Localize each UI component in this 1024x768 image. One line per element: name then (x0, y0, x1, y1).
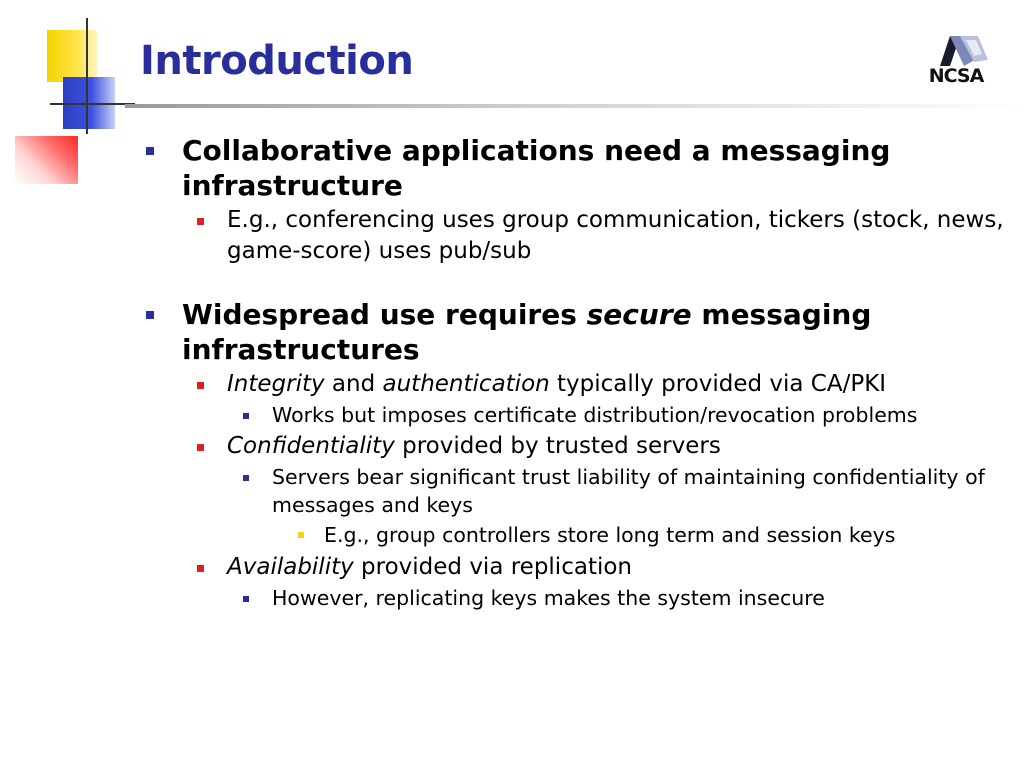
bullet-text-part: Widespread use requires (182, 298, 587, 331)
bullet-square-icon (197, 565, 204, 572)
bullet-text: Works but imposes certificate distribution/revocation problems (272, 403, 918, 427)
sub-list (227, 401, 1010, 429)
bullet-text-part: provided by trusted servers (394, 433, 721, 459)
bullet-list (140, 133, 1010, 612)
bullet-level1 (140, 133, 1010, 267)
bullet-text: Servers bear significant trust liability of maintaining confidentiality of messages and keys (272, 465, 985, 517)
bullet-text-part: provided via replication (353, 554, 632, 580)
bullet-level2 (182, 205, 1010, 267)
bullet-level2 (182, 431, 1010, 550)
bullet-square-icon (243, 596, 249, 602)
sub-list (227, 463, 1010, 550)
decor-horizontal-line (50, 103, 135, 105)
bullet-square-icon (197, 382, 204, 389)
bullet-square-icon (146, 147, 154, 155)
bullet-square-icon (298, 532, 304, 538)
bullet-level3 (227, 463, 1010, 550)
bullet-square-icon (243, 413, 249, 419)
bullet-level3 (227, 584, 1010, 612)
bullet-text-part: typically provided via CA/PKI (549, 371, 887, 397)
bullet-level1 (140, 297, 1010, 612)
bullet-text-emphasis: Integrity (227, 371, 325, 397)
bullet-text: E.g., group controllers store long term and session keys (324, 523, 896, 547)
bullet-level3 (227, 401, 1010, 429)
sub-list (227, 584, 1010, 612)
bullet-text: However, replicating keys makes the system insecure (272, 586, 825, 610)
ncsa-logo (916, 32, 996, 92)
bullet-text-emphasis: Confidentiality (227, 433, 395, 459)
bullet-text-emphasis: secure (586, 298, 692, 331)
decor-vertical-line (86, 18, 88, 134)
bullet-text-part: messaging infrastructures (182, 298, 872, 366)
title-underline (125, 104, 1024, 108)
bullet-text-part: and (324, 371, 383, 397)
bullet-text: Collaborative applications need a messaging infrastructure (182, 134, 891, 202)
bullet-level4 (272, 520, 1010, 550)
bullet-square-icon (197, 218, 204, 225)
ncsa-logo-icon (916, 32, 996, 68)
bullet-level2 (182, 552, 1010, 612)
sub-list (182, 369, 1010, 612)
bullet-text: E.g., conferencing uses group communication, tickers (stock, news, game-score) uses pub/sub (227, 207, 1004, 264)
bullet-text-emphasis: Availability (227, 554, 354, 580)
sub-list (182, 205, 1010, 267)
bullet-square-icon (243, 475, 249, 481)
slide-title: Introduction (140, 38, 414, 84)
sub-list (272, 520, 1010, 550)
slide-content (140, 130, 1010, 612)
logo-text: NCSA (928, 65, 984, 87)
decor-yellow-square (47, 30, 97, 82)
bullet-level2 (182, 369, 1010, 429)
bullet-square-icon (146, 311, 154, 319)
bullet-square-icon (197, 444, 204, 451)
decor-red-square (15, 136, 78, 184)
bullet-text-emphasis: authentication (382, 371, 550, 397)
